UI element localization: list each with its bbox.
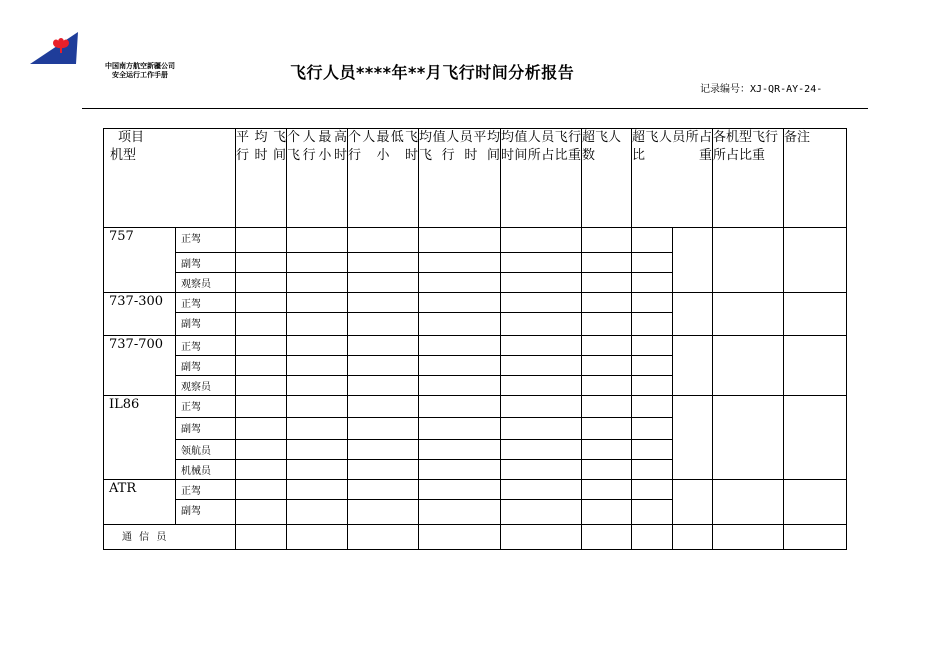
table-row — [104, 228, 847, 253]
aircraft-type-cell: 757 — [104, 228, 176, 293]
data-cell[interactable] — [236, 376, 287, 396]
data-cell[interactable] — [348, 376, 419, 396]
data-cell[interactable] — [501, 336, 582, 356]
comm-officer-row — [104, 525, 847, 550]
data-cell[interactable] — [287, 525, 348, 550]
crew-role-cell: 领航员 — [176, 440, 236, 460]
data-cell[interactable] — [501, 356, 582, 376]
data-cell[interactable] — [419, 418, 501, 440]
overflown-ratio-group-cell[interactable] — [673, 336, 713, 396]
col-avg-flight-time: 平均飞行时间 — [236, 129, 287, 228]
data-cell[interactable] — [419, 228, 501, 253]
col-type-ratio: 各机型飞行所占比重 — [713, 129, 784, 228]
col-remarks: 备注 — [784, 129, 847, 228]
crew-role-cell: 副驾 — [176, 418, 236, 440]
data-cell[interactable] — [632, 253, 673, 273]
data-cell[interactable] — [287, 356, 348, 376]
table-row — [104, 480, 847, 500]
data-cell[interactable] — [419, 460, 501, 480]
crew-role-cell: 副驾 — [176, 356, 236, 376]
crew-role-cell: 副驾 — [176, 500, 236, 525]
remarks-cell[interactable] — [784, 336, 847, 396]
data-cell[interactable] — [236, 273, 287, 293]
data-cell[interactable] — [287, 440, 348, 460]
table-row — [104, 293, 847, 313]
crew-role-cell: 正驾 — [176, 228, 236, 253]
data-cell[interactable] — [236, 418, 287, 440]
data-cell[interactable] — [236, 356, 287, 376]
company-line-2: 安全运行工作手册 — [112, 71, 168, 79]
data-cell[interactable] — [632, 336, 673, 356]
data-cell[interactable] — [236, 293, 287, 313]
data-cell[interactable] — [582, 293, 632, 313]
data-cell[interactable] — [501, 376, 582, 396]
data-cell[interactable] — [582, 440, 632, 460]
data-cell[interactable] — [348, 253, 419, 273]
type-ratio-cell[interactable] — [713, 228, 784, 293]
data-cell[interactable] — [419, 356, 501, 376]
crew-role-cell: 正驾 — [176, 293, 236, 313]
record-number-value: XJ-QR-AY-24- — [750, 84, 823, 95]
data-cell[interactable] — [713, 525, 784, 550]
data-cell[interactable] — [582, 356, 632, 376]
data-cell[interactable] — [419, 376, 501, 396]
data-cell[interactable] — [632, 228, 673, 253]
table-body — [104, 129, 847, 550]
data-cell[interactable] — [287, 376, 348, 396]
header-divider — [82, 108, 868, 109]
col-overflown-count: 超飞人数 — [582, 129, 632, 228]
data-cell[interactable] — [287, 480, 348, 500]
data-cell[interactable] — [419, 313, 501, 336]
crew-role-cell: 正驾 — [176, 480, 236, 500]
table-row — [104, 336, 847, 356]
data-cell[interactable] — [582, 228, 632, 253]
data-cell[interactable] — [419, 480, 501, 500]
overflown-ratio-group-cell[interactable] — [673, 480, 713, 525]
data-cell[interactable] — [632, 440, 673, 460]
data-cell[interactable] — [632, 396, 673, 418]
data-cell[interactable] — [632, 313, 673, 336]
remarks-cell[interactable] — [784, 396, 847, 480]
data-cell[interactable] — [419, 500, 501, 525]
data-cell[interactable] — [501, 418, 582, 440]
data-cell[interactable] — [582, 480, 632, 500]
data-cell[interactable] — [236, 396, 287, 418]
data-cell[interactable] — [632, 293, 673, 313]
data-cell[interactable] — [236, 440, 287, 460]
data-cell[interactable] — [348, 336, 419, 356]
data-cell[interactable] — [501, 440, 582, 460]
data-cell[interactable] — [419, 273, 501, 293]
data-cell[interactable] — [501, 253, 582, 273]
data-cell[interactable] — [348, 440, 419, 460]
data-cell[interactable] — [582, 525, 632, 550]
data-cell[interactable] — [582, 273, 632, 293]
flight-time-table — [103, 128, 847, 550]
data-cell[interactable] — [236, 313, 287, 336]
record-number-label: 记录编号： — [700, 84, 750, 95]
data-cell[interactable] — [419, 525, 501, 550]
data-cell[interactable] — [348, 480, 419, 500]
data-cell[interactable] — [348, 228, 419, 253]
aircraft-type-cell: 737-700 — [104, 336, 176, 396]
data-cell[interactable] — [348, 500, 419, 525]
data-cell[interactable] — [673, 525, 713, 550]
type-ratio-cell[interactable] — [713, 396, 784, 480]
data-cell[interactable] — [236, 336, 287, 356]
data-cell[interactable] — [348, 273, 419, 293]
data-cell[interactable] — [632, 376, 673, 396]
col-max-hours: 个人最高飞行小时 — [287, 129, 348, 228]
data-cell[interactable] — [632, 356, 673, 376]
aircraft-type-cell: IL86 — [104, 396, 176, 480]
data-cell[interactable] — [419, 440, 501, 460]
data-cell[interactable] — [501, 525, 582, 550]
crew-role-cell: 观察员 — [176, 273, 236, 293]
data-cell[interactable] — [501, 228, 582, 253]
data-cell[interactable] — [632, 273, 673, 293]
data-cell[interactable] — [582, 500, 632, 525]
corner-bottom-label: 机型 — [110, 148, 137, 163]
aircraft-type-cell: ATR — [104, 480, 176, 525]
col-overflown-ratio: 超飞人员所占比重 — [632, 129, 713, 228]
type-ratio-cell[interactable] — [713, 293, 784, 336]
data-cell[interactable] — [236, 228, 287, 253]
data-cell[interactable] — [287, 460, 348, 480]
data-cell[interactable] — [348, 460, 419, 480]
data-cell[interactable] — [501, 293, 582, 313]
data-cell[interactable] — [348, 396, 419, 418]
data-cell[interactable] — [582, 460, 632, 480]
data-cell[interactable] — [632, 418, 673, 440]
aircraft-type-cell: 737-300 — [104, 293, 176, 336]
data-cell[interactable] — [419, 293, 501, 313]
crew-role-cell: 机械员 — [176, 460, 236, 480]
data-cell[interactable] — [287, 313, 348, 336]
data-cell[interactable] — [348, 525, 419, 550]
data-cell[interactable] — [784, 525, 847, 550]
data-cell[interactable] — [287, 228, 348, 253]
data-cell[interactable] — [501, 480, 582, 500]
data-cell[interactable] — [236, 500, 287, 525]
corner-top-label: 项目 — [118, 130, 145, 145]
record-number — [700, 80, 822, 95]
data-cell[interactable] — [582, 376, 632, 396]
data-cell[interactable] — [419, 396, 501, 418]
type-ratio-cell[interactable] — [713, 480, 784, 525]
data-cell[interactable] — [348, 356, 419, 376]
corner-cell — [104, 129, 236, 228]
remarks-cell[interactable] — [784, 228, 847, 293]
crew-role-cell: 正驾 — [176, 396, 236, 418]
overflown-ratio-group-cell[interactable] — [673, 293, 713, 336]
data-cell[interactable] — [287, 336, 348, 356]
crew-role-cell: 副驾 — [176, 313, 236, 336]
data-cell[interactable] — [582, 313, 632, 336]
data-cell[interactable] — [582, 253, 632, 273]
col-min-hours: 个人最低飞行小时 — [348, 129, 419, 228]
company-name — [94, 62, 186, 80]
data-cell[interactable] — [287, 253, 348, 273]
data-cell[interactable] — [236, 460, 287, 480]
header-row — [104, 129, 847, 228]
data-cell[interactable] — [632, 500, 673, 525]
col-mean-crew-avg: 均值人员平均飞行时间 — [419, 129, 501, 228]
comm-officer-label: 通 信 员 — [104, 525, 236, 550]
data-cell[interactable] — [501, 273, 582, 293]
data-cell[interactable] — [236, 525, 287, 550]
data-cell[interactable] — [236, 253, 287, 273]
data-cell[interactable] — [632, 460, 673, 480]
crew-role-cell: 观察员 — [176, 376, 236, 396]
data-cell[interactable] — [348, 418, 419, 440]
data-cell[interactable] — [348, 313, 419, 336]
data-cell[interactable] — [501, 460, 582, 480]
data-cell[interactable] — [582, 336, 632, 356]
data-cell[interactable] — [582, 396, 632, 418]
data-cell[interactable] — [348, 293, 419, 313]
data-cell[interactable] — [287, 396, 348, 418]
data-cell[interactable] — [632, 480, 673, 500]
data-cell[interactable] — [419, 253, 501, 273]
remarks-cell[interactable] — [784, 293, 847, 336]
data-cell[interactable] — [501, 313, 582, 336]
data-cell[interactable] — [287, 273, 348, 293]
data-cell[interactable] — [236, 480, 287, 500]
data-cell[interactable] — [501, 396, 582, 418]
remarks-cell[interactable] — [784, 480, 847, 525]
col-mean-crew-ratio: 均值人员飞行时间所占比重 — [501, 129, 582, 228]
airline-logo — [30, 32, 78, 64]
company-line-1: 中国南方航空新疆公司 — [105, 62, 175, 70]
report-title: 飞行人员****年**月飞行时间分析报告 — [290, 63, 575, 82]
crew-role-cell: 正驾 — [176, 336, 236, 356]
data-cell[interactable] — [582, 418, 632, 440]
type-ratio-cell[interactable] — [713, 336, 784, 396]
data-cell[interactable] — [501, 500, 582, 525]
overflown-ratio-group-cell[interactable] — [673, 396, 713, 480]
data-cell[interactable] — [287, 418, 348, 440]
data-cell[interactable] — [287, 293, 348, 313]
data-cell[interactable] — [419, 336, 501, 356]
overflown-ratio-group-cell[interactable] — [673, 228, 713, 293]
table-row — [104, 396, 847, 418]
data-cell[interactable] — [632, 525, 673, 550]
data-cell[interactable] — [287, 500, 348, 525]
crew-role-cell: 副驾 — [176, 253, 236, 273]
